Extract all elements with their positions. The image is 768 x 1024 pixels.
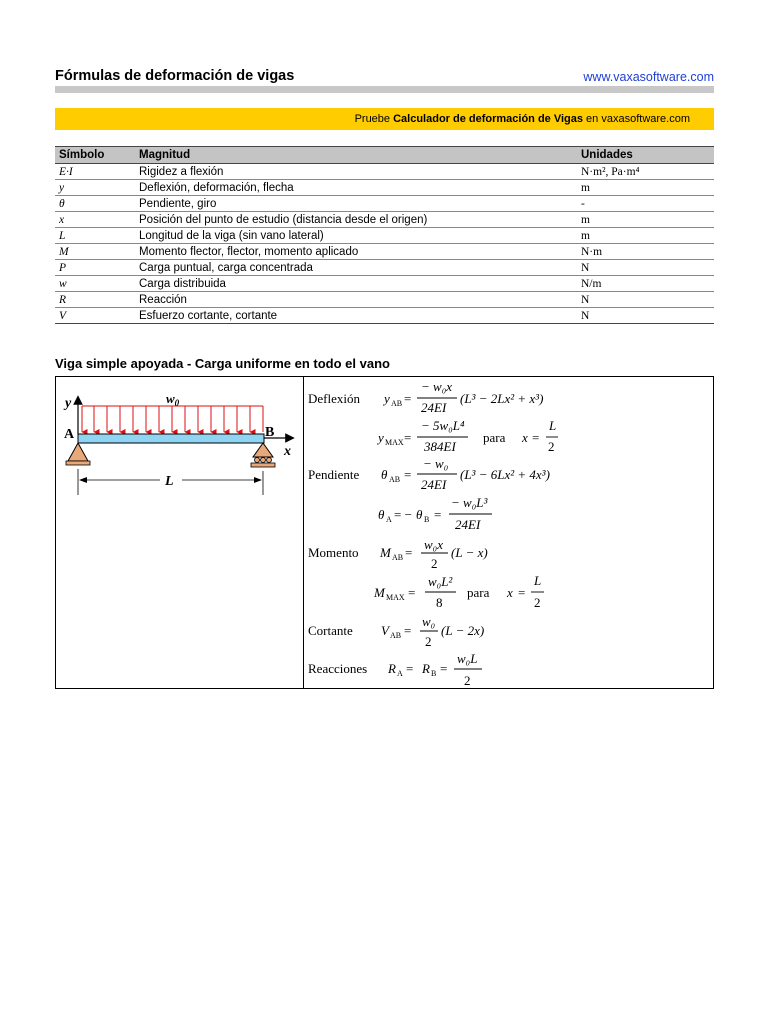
ymax-denominator: 384EI [424, 439, 456, 454]
symbol-cell: V [55, 308, 135, 324]
slope-formula [308, 456, 550, 492]
half-denominator: 2 [534, 595, 541, 610]
table-row [55, 164, 714, 180]
banner-prefix: Pruebe [354, 113, 394, 125]
deflexion-tail: (L³ − 2Lx² + x³) [460, 391, 544, 406]
thetaA-numerator: − w₀L³ [451, 495, 488, 510]
cortante-label: Cortante [308, 623, 353, 638]
magnitude-cell: Esfuerzo cortante, cortante [135, 308, 577, 324]
table-row [55, 276, 714, 292]
symbol-cell: y [55, 180, 135, 196]
theta-numerator: − w₀ [423, 456, 449, 471]
beam-case-box [55, 376, 714, 689]
svg-text:AB: AB [392, 553, 404, 562]
reactions-formula [308, 651, 482, 688]
website-link[interactable]: www.vaxasoftware.com [583, 70, 714, 84]
distributed-load [82, 406, 263, 432]
units-cell: N·m², Pa·m⁴ [577, 164, 714, 180]
banner-suffix: en vaxasoftware.com [583, 113, 690, 125]
header-units: Unidades [577, 147, 714, 164]
roller-support-b [251, 443, 275, 467]
svg-text:A: A [397, 669, 403, 678]
theta-tail: (L³ − 6Lx² + 4x³) [460, 467, 550, 482]
max-deflection-formula [376, 418, 558, 454]
max-moment-formula [373, 573, 544, 610]
mab-denominator: 2 [431, 556, 438, 571]
units-cell: N [577, 292, 714, 308]
svg-text:=: = [532, 430, 540, 445]
svg-text:AB: AB [390, 631, 402, 640]
symbol-cell: P [55, 260, 135, 276]
svg-text:θ: θ [416, 507, 423, 522]
svg-text:=: = [434, 507, 442, 522]
reacciones-label: Reacciones [308, 661, 368, 676]
svg-text:AB: AB [391, 399, 403, 408]
x-axis-label: x [284, 444, 291, 459]
moment-formula [308, 537, 488, 571]
magnitude-cell: Rigidez a flexión [135, 164, 577, 180]
half-denominator: 2 [548, 439, 555, 454]
svg-text:V: V [381, 623, 389, 638]
table-row [55, 196, 714, 212]
mmax-numerator: w₀L² [428, 574, 453, 589]
svg-text:=: = [408, 585, 416, 600]
para-label: para [483, 430, 506, 445]
theta-denominator: 24EI [421, 477, 447, 492]
table-row [55, 212, 714, 228]
symbol-cell: E·I [55, 164, 135, 180]
magnitude-cell: Longitud de la viga (sin vano lateral) [135, 228, 577, 244]
svg-text:y: y [378, 430, 384, 445]
svg-text:y: y [384, 391, 390, 406]
svg-text:B: B [431, 669, 437, 678]
deflexion-numerator: − w₀x [421, 379, 452, 394]
magnitude-cell: Reacción [135, 292, 577, 308]
vab-numerator: w₀ [422, 614, 436, 629]
table-row [55, 244, 714, 260]
load-label: $w_0$ [166, 391, 180, 408]
svg-text:A: A [386, 515, 392, 524]
svg-text:θ: θ [378, 507, 385, 522]
svg-text:AB: AB [389, 475, 401, 484]
svg-text:θ: θ [381, 467, 388, 482]
symbol-cell: w [55, 276, 135, 292]
units-cell: N [577, 260, 714, 276]
para-label: para [467, 585, 490, 600]
header-symbol: Símbolo [55, 147, 135, 164]
shear-formula [308, 614, 484, 649]
units-cell: N·m [577, 244, 714, 260]
magnitude-cell: Carga distribuida [135, 276, 577, 292]
symbol-cell: R [55, 292, 135, 308]
banner-link[interactable]: Calculador de deformación de Vigas [393, 113, 583, 125]
ymax-numerator: − 5w₀L⁴ [421, 418, 465, 433]
svg-text:M: M [380, 545, 391, 560]
svg-text:=: = [406, 661, 414, 676]
table-row [55, 228, 714, 244]
thetaA-denominator: 24EI [455, 517, 481, 532]
promo-banner[interactable] [55, 108, 714, 130]
r-denominator: 2 [464, 673, 471, 688]
mmax-denominator: 8 [436, 595, 443, 610]
svg-text:=: = [518, 585, 526, 600]
svg-text:R: R [388, 661, 396, 676]
page-title: Fórmulas de deformación de vigas [55, 68, 295, 84]
pendiente-label: Pendiente [308, 467, 360, 482]
half-numerator: L [534, 573, 542, 588]
magnitude-cell: Momento flector, flector, momento aplicado [135, 244, 577, 260]
units-cell: N [577, 308, 714, 324]
units-cell: m [577, 180, 714, 196]
svg-text:R: R [422, 661, 430, 676]
end-slope-formula [378, 495, 492, 532]
page-header [55, 68, 714, 86]
symbol-cell: θ [55, 196, 135, 212]
deflexion-label: Deflexión [308, 391, 360, 406]
symbol-cell: x [55, 212, 135, 228]
table-row [55, 308, 714, 324]
svg-text:x: x [507, 585, 513, 600]
pin-support-a [66, 443, 90, 465]
svg-text:=: = [404, 430, 412, 445]
vab-tail: (L − 2x) [441, 623, 485, 638]
section-title: Viga simple apoyada - Carga uniforme en todo el vano [55, 356, 390, 371]
vab-denominator: 2 [425, 634, 432, 649]
table-row [55, 260, 714, 276]
svg-text:=: = [404, 623, 412, 638]
units-cell: m [577, 212, 714, 228]
svg-text:=: = [440, 661, 448, 676]
table-row [55, 180, 714, 196]
formulas-panel [304, 377, 712, 688]
svg-text:=: = [404, 467, 412, 482]
symbol-cell: L [55, 228, 135, 244]
symbol-cell: M [55, 244, 135, 260]
table-header-row [55, 147, 714, 164]
svg-text:B: B [424, 515, 430, 524]
half-numerator: L [549, 418, 557, 433]
header-magnitude: Magnitud [135, 147, 577, 164]
momento-label: Momento [308, 545, 359, 560]
magnitude-cell: Pendiente, giro [135, 196, 577, 212]
length-label: L [165, 474, 174, 489]
support-a-label: A [64, 427, 75, 442]
r-numerator: w₀L [457, 651, 478, 666]
svg-text:x: x [522, 430, 528, 445]
deflection-formula [308, 379, 543, 415]
svg-text:MAX: MAX [386, 593, 405, 602]
mab-tail: (L − x) [451, 545, 488, 560]
mab-numerator: w₀x [424, 537, 443, 552]
header-divider [55, 86, 714, 93]
units-cell: m [577, 228, 714, 244]
units-cell: N/m [577, 276, 714, 292]
y-axis-label: y [65, 396, 72, 411]
units-cell: - [577, 196, 714, 212]
svg-text:= −: = − [394, 507, 412, 522]
deflexion-denominator: 24EI [421, 400, 447, 415]
magnitude-cell: Posición del punto de estudio (distancia desde el origen) [135, 212, 577, 228]
beam [78, 434, 264, 443]
svg-text:=: = [405, 545, 413, 560]
support-b-label: B [265, 425, 275, 440]
magnitude-cell: Deflexión, deformación, flecha [135, 180, 577, 196]
symbols-table [55, 146, 714, 324]
magnitude-cell: Carga puntual, carga concentrada [135, 260, 577, 276]
svg-text:=: = [404, 391, 412, 406]
svg-text:MAX: MAX [385, 438, 404, 447]
beam-diagram [56, 377, 302, 688]
table-row [55, 292, 714, 308]
svg-text:M: M [374, 585, 385, 600]
